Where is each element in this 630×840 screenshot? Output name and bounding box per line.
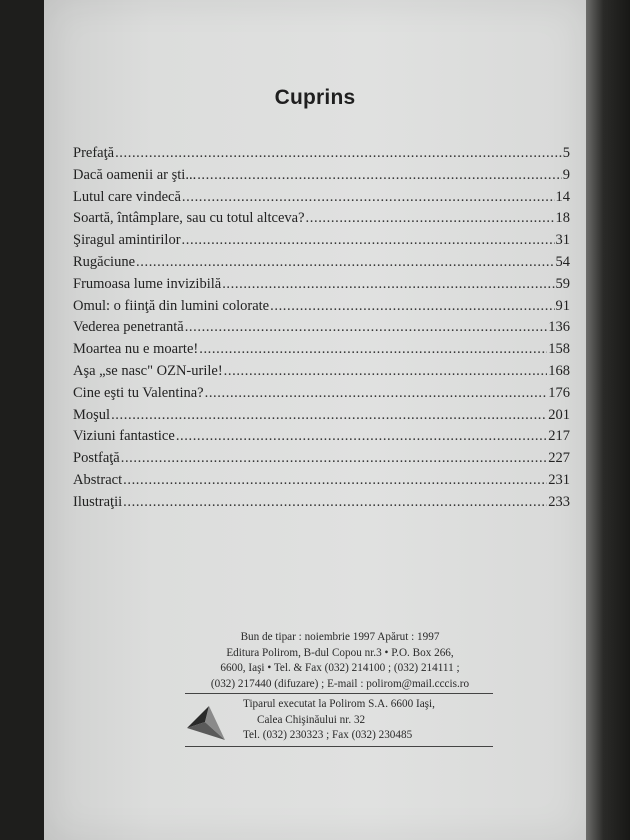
- toc-entry-label: Aşa „se nasc" OZN-urile!: [73, 362, 223, 379]
- toc-entry-page: 233: [548, 493, 570, 510]
- toc-entry-page: 217: [548, 428, 570, 445]
- dot-leader: [205, 385, 548, 402]
- toc-entry-label: Lutul care vindecă: [73, 188, 181, 205]
- toc-entry: [73, 276, 570, 298]
- toc-entry-label: Abstract: [73, 471, 123, 488]
- toc-entry: [73, 298, 570, 320]
- toc-entry-page: 91: [555, 297, 570, 314]
- printer-line: Calea Chişinăului nr. 32: [257, 713, 366, 726]
- toc-entry-label: Rugăciune: [73, 253, 136, 270]
- dot-leader: [176, 428, 547, 445]
- divider: [185, 693, 493, 694]
- dot-leader: [111, 407, 547, 424]
- dot-leader: [123, 494, 547, 511]
- toc-entry: [73, 472, 570, 494]
- printer-block: [243, 697, 493, 744]
- table-of-contents: [73, 145, 570, 516]
- toc-entry: [73, 210, 570, 232]
- toc-entry-label: Postfaţă: [73, 450, 120, 467]
- toc-entry-label: Dacă oamenii ar şti...: [73, 166, 197, 183]
- imprint-line: 6600, Iaşi • Tel. & Fax (032) 214100 ; (032) 214111 ;: [220, 662, 460, 674]
- toc-entry-label: Ilustraţii: [73, 493, 123, 510]
- toc-entry-page: 31: [555, 232, 570, 249]
- toc-entry: [73, 407, 570, 429]
- toc-entry-page: 136: [548, 319, 570, 336]
- toc-entry-page: 5: [562, 145, 570, 161]
- toc-entry: [73, 341, 570, 363]
- dot-leader: [306, 210, 555, 227]
- dot-leader: [224, 363, 548, 380]
- toc-entry: [73, 428, 570, 450]
- printer-line: Tel. (032) 230323 ; Fax (032) 230485: [243, 729, 413, 741]
- toc-entry: [73, 450, 570, 472]
- dot-leader: [115, 145, 562, 162]
- toc-entry-label: Cine eşti tu Valentina?: [73, 384, 204, 401]
- dot-leader: [185, 319, 548, 336]
- page-title: Cuprins: [274, 86, 356, 109]
- imprint-line: (032) 217440 (difuzare) ; E-mail : polirom@mail.cccis.ro: [210, 677, 470, 690]
- toc-entry-label: Vederea penetrantă: [73, 319, 184, 336]
- imprint-block: [185, 630, 495, 692]
- dot-leader: [197, 167, 562, 184]
- toc-entry: [73, 385, 570, 407]
- toc-entry-label: Şiragul amintirilor: [73, 232, 181, 249]
- publisher-logo-icon: [185, 700, 227, 742]
- imprint-line: Bun de tipar : noiembrie 1997 Apărut : 1997: [240, 631, 440, 643]
- toc-entry-label: Prefaţă: [73, 145, 115, 161]
- toc-entry-page: 176: [548, 384, 570, 401]
- dot-leader: [199, 341, 547, 358]
- toc-entry: [73, 189, 570, 211]
- toc-entry: [73, 363, 570, 385]
- toc-entry-page: 59: [555, 275, 570, 292]
- toc-entry-page: 18: [555, 210, 570, 227]
- toc-entry-page: 168: [548, 362, 570, 379]
- dot-leader: [182, 189, 555, 206]
- dot-leader: [136, 254, 554, 271]
- toc-entry-page: 9: [562, 166, 570, 183]
- toc-entry-label: Moşul: [73, 406, 111, 423]
- dot-leader: [222, 276, 554, 293]
- imprint-line: Editura Polirom, B-dul Copou nr.3 • P.O. Box 266,: [226, 646, 454, 659]
- toc-entry: [73, 145, 570, 167]
- dot-leader: [182, 232, 555, 249]
- toc-entry-label: Soartă, întâmplare, sau cu totul altceva?: [73, 210, 305, 227]
- toc-entry-page: 54: [555, 253, 570, 270]
- toc-entry-label: Moartea nu e moarte!: [73, 341, 199, 358]
- printer-line: Tiparul executat la Polirom S.A. 6600 Iaşi,: [243, 698, 435, 710]
- toc-entry-label: Frumoasa lume invizibilă: [73, 275, 222, 292]
- toc-entry: [73, 494, 570, 516]
- toc-entry-label: Omul: o fiinţă din lumini colorate: [73, 297, 270, 314]
- dot-leader: [123, 472, 547, 489]
- dot-leader: [270, 298, 554, 315]
- toc-entry-page: 227: [548, 450, 570, 467]
- toc-entry-page: 231: [548, 471, 570, 488]
- toc-entry-page: 158: [548, 341, 570, 358]
- toc-entry-page: 14: [555, 188, 570, 205]
- toc-entry: [73, 319, 570, 341]
- background-edge: [586, 0, 630, 840]
- toc-entry-page: 201: [548, 406, 570, 423]
- toc-entry: [73, 167, 570, 189]
- toc-entry: [73, 232, 570, 254]
- toc-entry-label: Viziuni fantastice: [73, 428, 175, 445]
- dot-leader: [121, 450, 548, 467]
- divider: [185, 746, 493, 747]
- toc-entry: [73, 254, 570, 276]
